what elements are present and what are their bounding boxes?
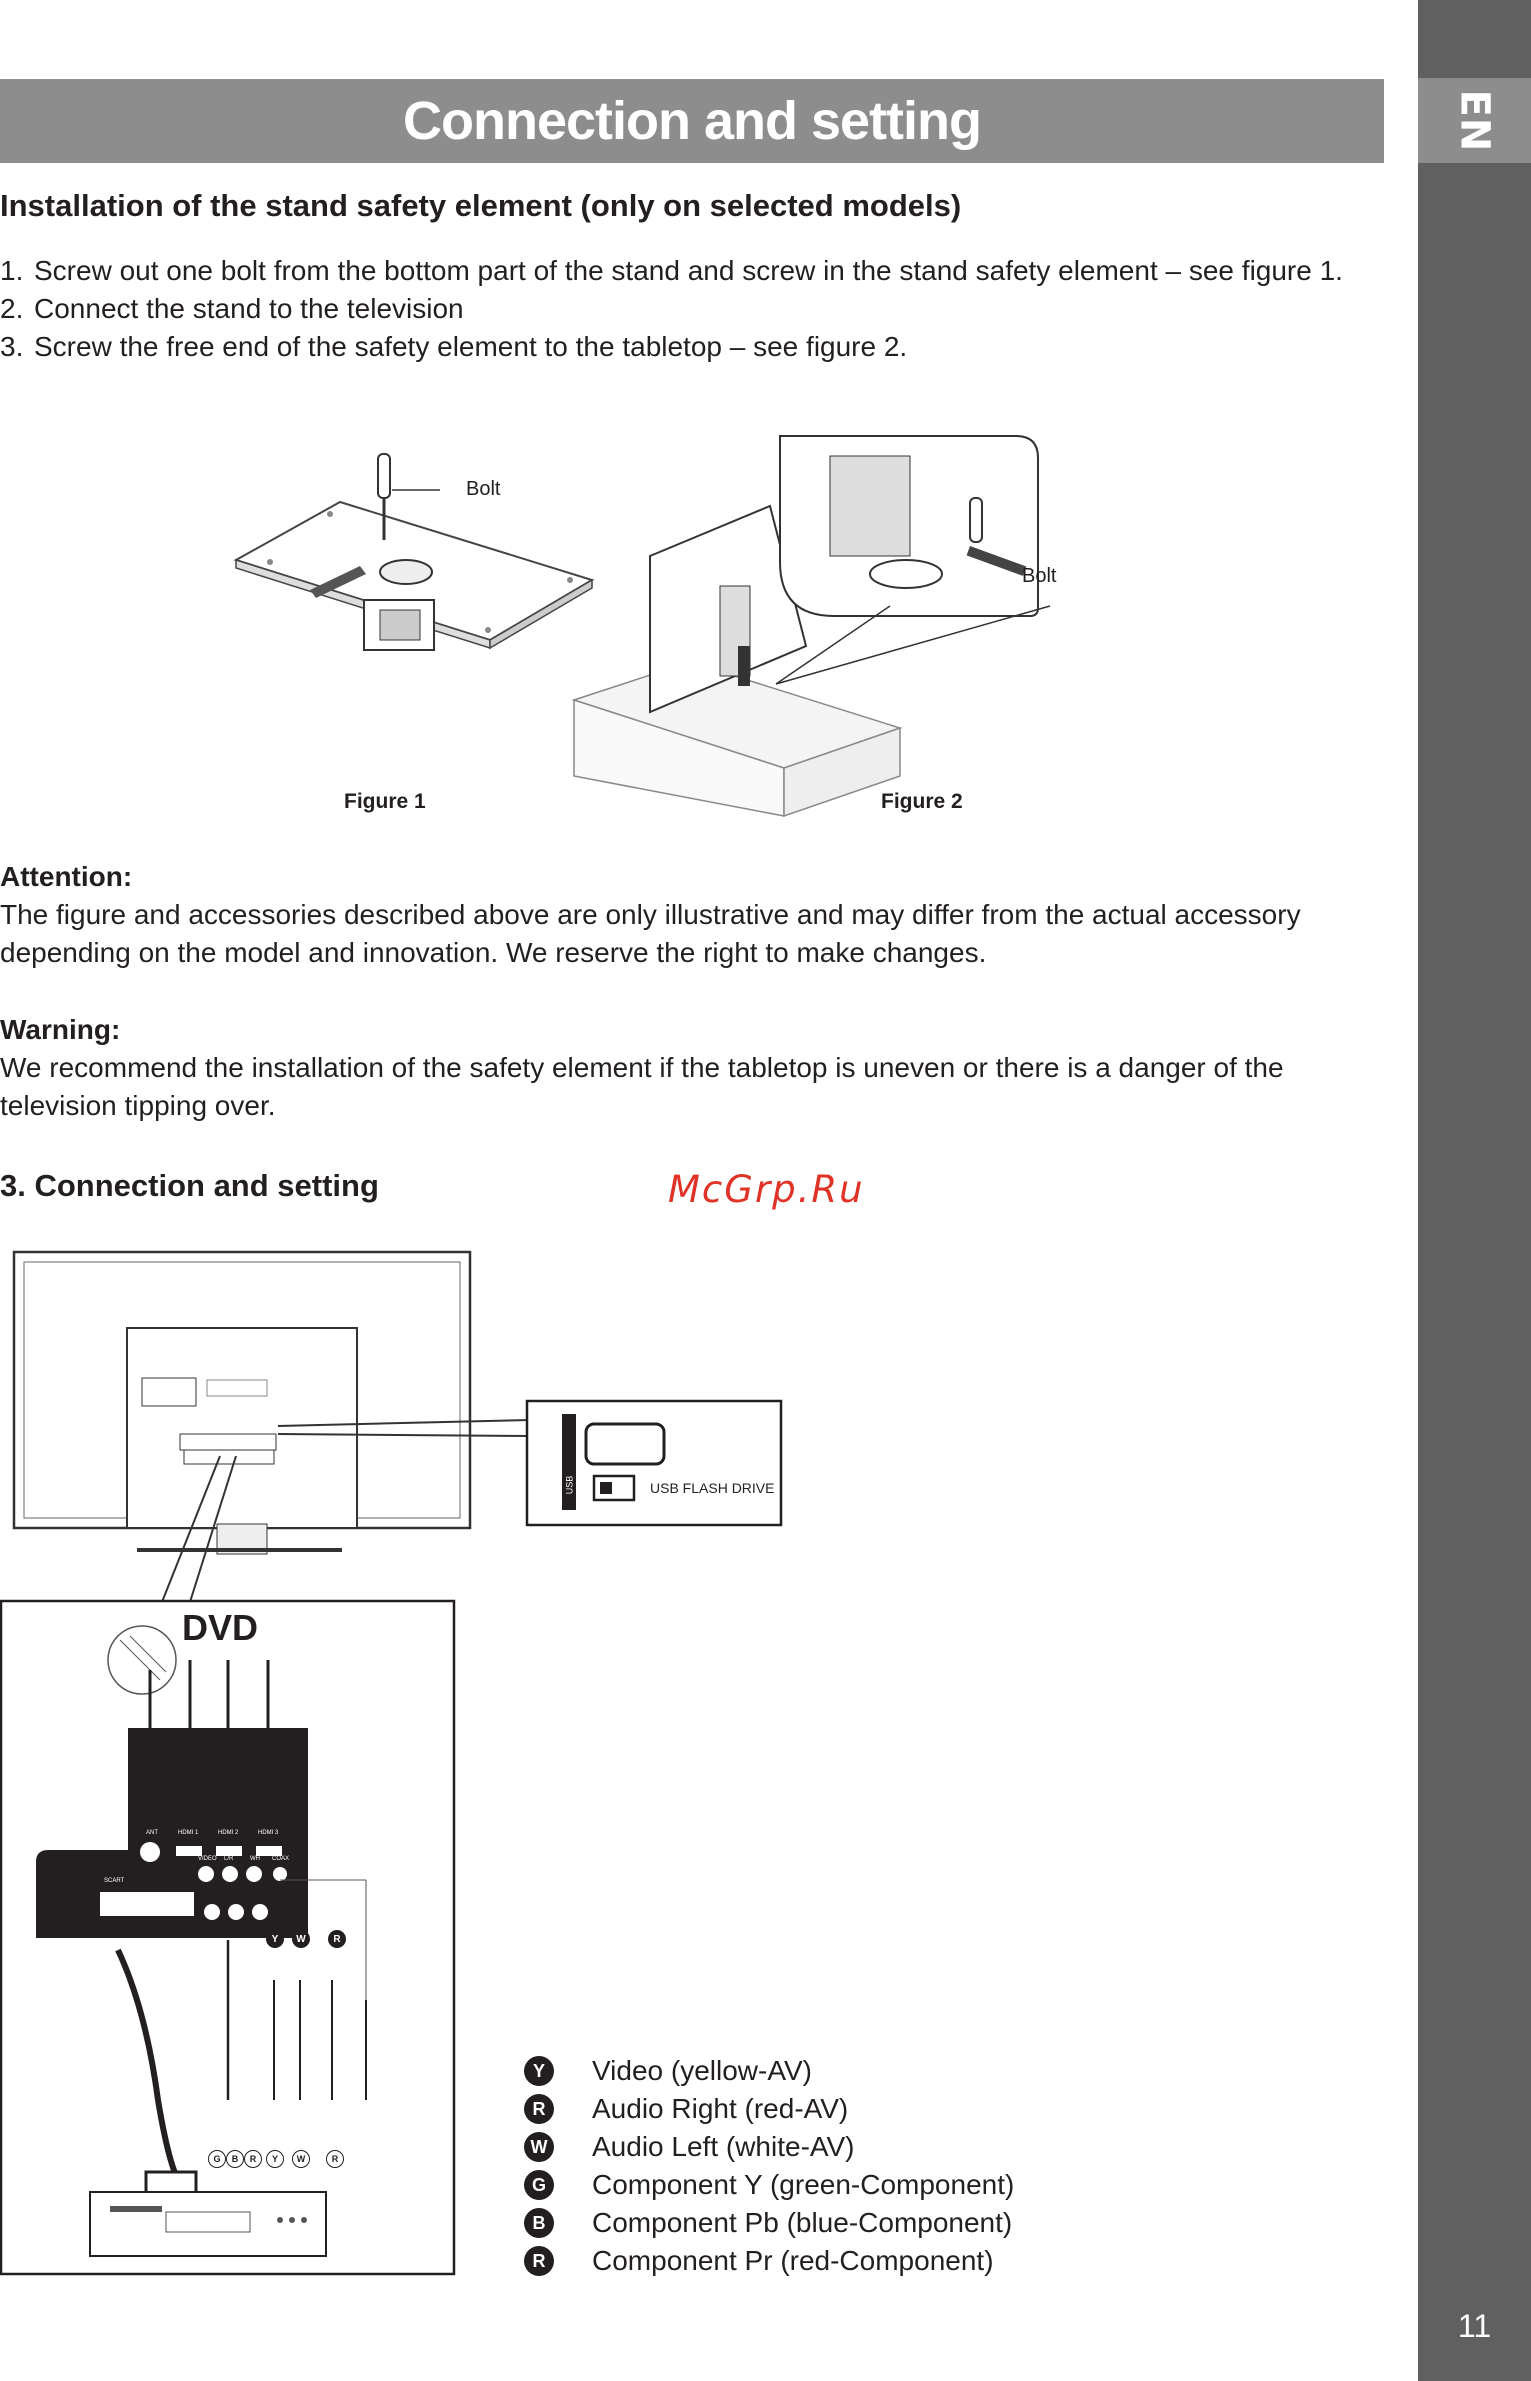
attention-title: Attention: xyxy=(0,861,133,892)
legend-item: R Component Pr (red-Component) xyxy=(524,2242,1014,2280)
section-banner xyxy=(0,79,1384,163)
bolt-label-1: Bolt xyxy=(466,478,501,500)
warning-block xyxy=(0,1011,1390,1125)
step-item: 3. Screw the free end of the safety element to the tabletop – see figure 2. xyxy=(0,331,908,362)
callout-lines xyxy=(0,1400,540,1610)
page-number: 11 xyxy=(1457,2308,1492,2344)
attention-text: The figure and accessories described above are only illustrative and may differ from the actual accessory depending on the model and innovation. We reserve the right to make changes. xyxy=(0,899,1301,968)
figure-2-illustration xyxy=(570,436,1100,816)
badge-r-icon: R xyxy=(328,1930,346,1948)
cable-legend xyxy=(524,2052,1014,2280)
figure-1-caption: Figure 1 xyxy=(344,790,426,813)
port-label-lr: L/R xyxy=(224,1856,234,1862)
port-label-hdmi3: HDMI 3 xyxy=(258,1830,279,1836)
bolt-label-2: Bolt xyxy=(1022,565,1057,587)
warning-text: We recommend the installation of the safety element if the tabletop is uneven or there is a danger of the television tipping over. xyxy=(0,1052,1284,1121)
step-item: 2. Connect the stand to the television xyxy=(0,293,464,324)
dvd-badge-b-icon: B xyxy=(226,2150,244,2168)
sidebar xyxy=(1418,0,1531,2381)
port-label-ant: ANT xyxy=(146,1830,158,1836)
port-label-coax: COAX xyxy=(272,1856,290,1862)
legend-badge-icon: R xyxy=(524,2246,554,2276)
legend-badge-icon: R xyxy=(524,2094,554,2124)
section3-heading: 3. Connection and setting xyxy=(0,1168,379,1203)
legend-badge-icon: B xyxy=(524,2208,554,2238)
legend-item: B Component Pb (blue-Component) xyxy=(524,2204,1014,2242)
banner-title: Connection and setting xyxy=(403,91,981,151)
install-steps xyxy=(0,252,1380,366)
port-label-wh: WH xyxy=(250,1856,260,1862)
legend-badge-icon: W xyxy=(524,2132,554,2162)
dvd-badge-r-icon: R xyxy=(244,2150,262,2168)
port-label-hdmi1: HDMI 1 xyxy=(178,1830,199,1836)
watermark: McGrp.Ru xyxy=(668,1168,865,1211)
dvd-badge-y-icon: Y xyxy=(266,2150,284,2168)
usb-box xyxy=(526,1400,782,1526)
legend-item: G Component Y (green-Component) xyxy=(524,2166,1014,2204)
dvd-badge-g-icon: G xyxy=(208,2150,226,2168)
usb-port-label: USB xyxy=(564,1475,575,1495)
legend-badge-icon: G xyxy=(524,2170,554,2200)
warning-title: Warning: xyxy=(0,1014,121,1045)
port-label-video: VIDEO xyxy=(198,1856,217,1862)
language-label: EN xyxy=(1451,89,1498,152)
port-label-scart: SCART xyxy=(104,1878,125,1884)
dvd-connection-box xyxy=(0,1600,456,2276)
figure-2-caption: Figure 2 xyxy=(881,790,963,813)
legend-badge-icon: Y xyxy=(524,2056,554,2086)
legend-item: W Audio Left (white-AV) xyxy=(524,2128,1014,2166)
figure-1-illustration xyxy=(230,440,610,670)
attention-block xyxy=(0,858,1390,972)
usb-label: USB FLASH DRIVE xyxy=(650,1480,775,1496)
legend-item: R Audio Right (red-AV) xyxy=(524,2090,1014,2128)
port-label-hdmi2: HDMI 2 xyxy=(218,1830,239,1836)
port-label-ypbpr: YPbPr xyxy=(272,1906,290,1912)
badge-y-icon: Y xyxy=(266,1930,284,1948)
step-item: 1. Screw out one bolt from the bottom part of the stand and screw in the stand safety element – see figure 1. xyxy=(0,255,1343,286)
badge-w-icon: W xyxy=(292,1930,310,1948)
dvd-badge-r2-icon: R xyxy=(326,2150,344,2168)
dvd-label: DVD xyxy=(182,1607,259,1648)
language-tab xyxy=(1418,78,1531,163)
legend-item: Y Video (yellow-AV) xyxy=(524,2052,1014,2090)
dvd-badge-w-icon: W xyxy=(292,2150,310,2168)
install-heading: Installation of the stand safety element (only on selected models) xyxy=(0,188,962,223)
